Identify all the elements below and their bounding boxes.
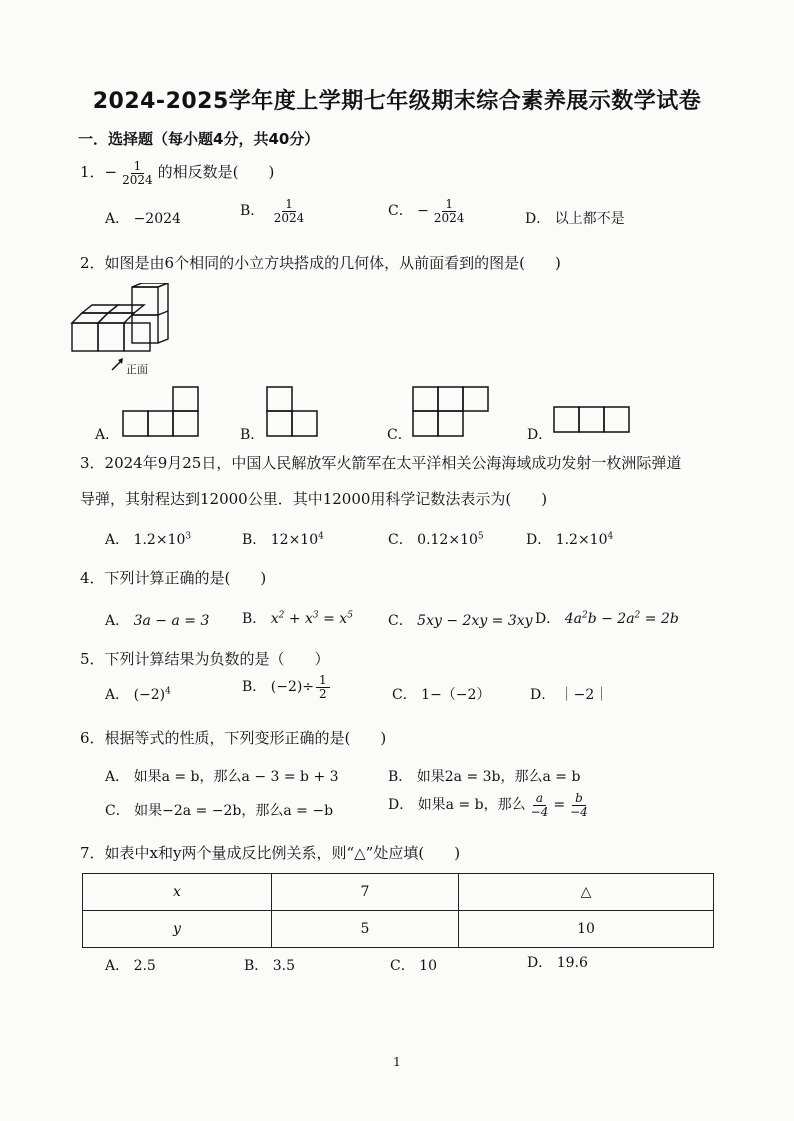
option-label: A． (105, 532, 130, 548)
option-value: 3.5 (272, 958, 296, 974)
term: 4a (564, 611, 582, 627)
q5-b-fraction (316, 674, 330, 700)
term: = x (318, 611, 348, 627)
option-label: B． (240, 203, 265, 220)
exponent: 3 (312, 610, 319, 621)
q4-option-d (535, 608, 679, 628)
question-7: 7．如表中x和y两个量成反比例关系，则“△”处应填( ) (80, 844, 461, 862)
front-arrow-icon (110, 356, 126, 376)
option-label: A． (105, 613, 130, 629)
option-label: D． (527, 955, 553, 971)
option-label: C． (388, 203, 413, 220)
option-value: 如果a = b，那么a − 3 = b + 3 (133, 769, 339, 785)
option-base: 12×10 (270, 532, 319, 548)
q4-option-b (242, 608, 353, 628)
q2-option-d-shape (553, 406, 631, 434)
q2-option-d-label: D． (527, 427, 553, 443)
exponent: 5 (347, 610, 353, 621)
q5-option-b (242, 674, 332, 700)
question-4: 4．下列计算正确的是( ) (80, 569, 267, 587)
cube-stack-figure (70, 283, 170, 355)
q6-option-a (105, 766, 339, 786)
option-value: 19.6 (556, 955, 588, 971)
q1-option-b (240, 198, 309, 224)
term: = 2b (640, 611, 679, 627)
q7-option-a (105, 955, 156, 975)
option-value: 如果2a = 3b，那么a = b (416, 769, 581, 785)
option-label: B． (242, 679, 267, 696)
option-label: D． (526, 532, 552, 548)
option-label: D． (535, 611, 561, 627)
frac-den: 2 (319, 686, 327, 701)
q6-option-b (388, 766, 580, 786)
q1-option-a (105, 208, 181, 228)
table-cell: 7 (272, 874, 459, 911)
q1-minus: − (104, 163, 118, 182)
q7-option-d (527, 952, 588, 972)
page-number: 1 (393, 1055, 401, 1069)
option-label: A． (105, 687, 130, 703)
option-value: 1−（−2） (421, 687, 491, 703)
option-label: B． (244, 958, 269, 974)
option-base: 0.12×10 (417, 532, 478, 548)
table-cell: 10 (459, 911, 714, 948)
option-label: C． (390, 958, 415, 974)
option-prefix: (−2)÷ (270, 679, 315, 696)
option-label: B． (388, 769, 413, 785)
q5-option-a (105, 684, 171, 704)
option-label: B． (242, 532, 267, 548)
q4-option-c (388, 610, 533, 630)
exponent: 2 (634, 610, 641, 621)
frac-num: 1 (282, 198, 296, 212)
exponent: 2 (581, 610, 588, 621)
table-cell: 5 (272, 911, 459, 948)
equals-sign: = (553, 797, 566, 814)
q7-option-c (390, 955, 437, 975)
q6-option-d (388, 792, 593, 818)
q2-option-a-shape (122, 386, 200, 438)
frac-num: b (572, 792, 586, 806)
q3-option-c (388, 529, 484, 549)
option-value: 10 (419, 958, 437, 974)
question-3-line-2: 导弹，其射程达到12000公里．其中12000用科学记数法表示为( ) (80, 490, 548, 508)
q3-option-d (526, 529, 613, 549)
frac-den: −4 (570, 804, 588, 819)
option-label: A． (105, 211, 130, 227)
frac-den: 2024 (433, 210, 465, 225)
q5-option-d (530, 684, 608, 704)
option-label: A． (105, 958, 130, 974)
q1-b-fraction (271, 198, 308, 224)
q1-option-d (525, 208, 625, 228)
q4-option-a (105, 610, 209, 630)
option-value: 3a − a = 3 (133, 613, 210, 629)
option-base: 1.2×10 (133, 532, 186, 548)
table-row (83, 911, 714, 948)
table-row (83, 874, 714, 911)
option-value: 5xy − 2xy = 3xy (417, 613, 533, 629)
table-cell: △ (459, 874, 714, 911)
option-value: ｜−2｜ (559, 687, 609, 703)
q1-number: 1． (80, 163, 105, 182)
option-prefix: 如果a = b，那么 (417, 797, 526, 814)
option-value: 以上都不是 (554, 211, 625, 227)
option-label: D． (388, 797, 414, 814)
option-exponent: 4 (607, 531, 614, 542)
term: x (270, 611, 279, 627)
option-base: 1.2×10 (555, 532, 608, 548)
option-base: (−2) (133, 687, 166, 703)
question-2: 2．如图是由6个相同的小立方块搭成的几何体，从前面看到的图是( ) (80, 254, 561, 272)
option-exponent: 5 (477, 531, 484, 542)
q1-frac-num: 1 (131, 160, 145, 174)
option-value: −2024 (133, 211, 181, 227)
question-6: 6．根据等式的性质，下列变形正确的是( ) (80, 729, 387, 747)
q2-option-b-shape (266, 386, 320, 438)
option-label: C． (392, 687, 417, 703)
option-label: D． (530, 687, 556, 703)
question-3-line-1: 3．2024年9月25日，中国人民解放军火箭军在太平洋相关公海海域成功发射一枚洲际弹道 (80, 454, 682, 472)
option-value: 2.5 (133, 958, 156, 974)
q2-option-b-label: B． (240, 427, 265, 443)
option-exponent: 4 (318, 531, 324, 542)
option-label: B． (242, 611, 267, 627)
q2-option-c-label: C． (387, 427, 412, 443)
q2-option-c-shape (412, 386, 490, 438)
q7-table (82, 873, 714, 948)
option-label: D． (525, 211, 551, 227)
frac-den: −4 (530, 804, 549, 819)
front-label: 正面 (126, 363, 148, 376)
q3-option-b (242, 529, 324, 549)
q1-frac-den: 2024 (122, 172, 153, 187)
page-title: 2024-2025学年度上学期七年级期末综合素养展示数学试卷 (92, 89, 702, 114)
q6-option-c (105, 800, 333, 820)
option-label: C． (388, 613, 413, 629)
table-cell: x (83, 874, 272, 911)
q1-option-c (388, 198, 469, 224)
q1-fraction (119, 160, 156, 186)
option-label: A． (105, 769, 130, 785)
frac-num: 1 (316, 674, 330, 688)
q7-option-b (244, 955, 295, 975)
option-exponent: 4 (165, 686, 171, 697)
q1-c-fraction (431, 198, 468, 224)
term: b − 2a (587, 611, 635, 627)
term: + x (284, 611, 313, 627)
question-5: 5．下列计算结果为负数的是（ ） (80, 650, 330, 668)
option-label: C． (388, 532, 413, 548)
option-value: 如果−2a = −2b，那么a = −b (134, 803, 334, 819)
q2-option-a-label: A． (95, 427, 120, 443)
q6-d-fraction-b (567, 792, 591, 818)
exponent: 2 (278, 610, 285, 621)
q5-option-c (392, 684, 490, 704)
frac-den: 2024 (273, 210, 305, 225)
minus-sign: − (417, 203, 429, 220)
frac-num: 1 (442, 198, 456, 212)
frac-num: a (533, 792, 546, 806)
table-cell: y (83, 911, 272, 948)
option-exponent: 3 (185, 531, 192, 542)
q6-d-fraction-a (528, 792, 552, 818)
section-heading-choice: 一．选择题（每小题4分，共40分） (78, 130, 320, 148)
question-1 (80, 160, 274, 186)
q3-option-a (105, 529, 191, 549)
q1-text: 的相反数是( ) (157, 163, 275, 182)
option-label: C． (105, 803, 130, 819)
